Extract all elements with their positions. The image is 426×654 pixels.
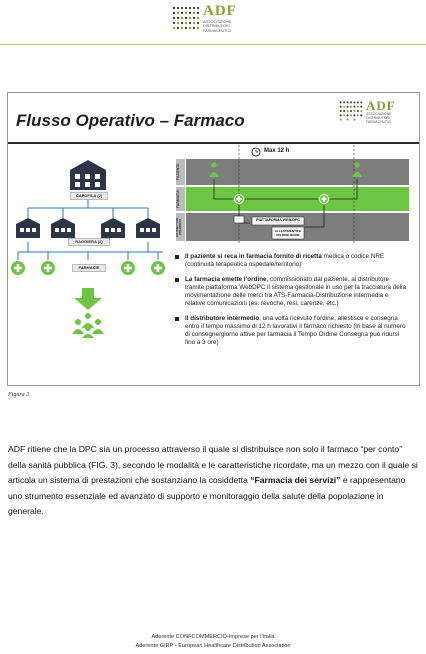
figure-logo-word: ADF [366, 98, 396, 113]
footer-line-2: Aderente GIRP - European Healthcare Distribution Association [135, 643, 291, 649]
platform-label: PIATTAFORMA WEB-DPC [256, 218, 300, 222]
bullet-item [173, 276, 409, 308]
farmacie-label: FARMACIE [72, 264, 106, 272]
body-paragraph [8, 442, 420, 520]
lane-label-patient: PAZIENTE [176, 163, 180, 181]
header-divider [0, 44, 426, 45]
distributor-box-label: ALLESTIMENTO E DISTRIBUZIONE [274, 229, 302, 237]
bullet-text: medica o codice NRE (continuità terapeutica ospedale/territorio) [185, 253, 385, 268]
bullet-text: , commissionato dal paziente, al distributore tramite piattaforma WebDPC il sistema gestionale in uso per la tracciatura della movimentazione delle merci tra ATS-Farmacia-Distribuzione intermedia e relative comunicazioni (es. revoche, resi, carenze, etc.) [185, 276, 407, 307]
bullet-item [173, 253, 409, 269]
flow-diagram [176, 145, 414, 247]
bullet-item [173, 315, 409, 347]
logo-dots-icon [172, 6, 200, 30]
figure-title: Flusso Operativo – Farmaco [16, 111, 245, 130]
bullet-bold: La farmacia emette l’ordine [185, 276, 267, 283]
depositaria-label: RAGGIERA (2) [68, 238, 110, 246]
paragraph-bold: “Farmacia dei servizi” [250, 475, 341, 486]
header-logo [172, 4, 252, 34]
bullet-bold: Il paziente si reca in farmacia fornito di ricetta [185, 253, 322, 260]
warehouse-icon [70, 160, 106, 190]
capofila-label: CAPOFILA (2) [70, 192, 108, 200]
figure-title-area [8, 93, 419, 143]
distribution-org-chart [8, 148, 173, 338]
figure-logo [339, 99, 414, 129]
header-logo-subtitle: ASSOCIAZIONE DISTRIBUTORI FARMACEUTICI [203, 20, 232, 33]
figure-title-divider [8, 142, 419, 144]
header-logo-word: ADF [203, 3, 237, 19]
figure-logo-subtitle: ASSOCIAZIONE DISTRIBUTORI FARMACEUTICI [366, 112, 392, 124]
paragraph-text-1: ADF ritiene che la DPC sia un processo attraverso il quale si distribuisce non solo il farmaco “per conto” della sanità pubblica (FIG. 3), secondo le modalità e le caratteristiche ricordate, ma un mezzo con il quale si articola un sistema di prestazioni che sostanziano la cosiddetta [8, 444, 418, 486]
figure-3 [7, 92, 420, 386]
bullet-text: , una volta ricevuto l’ordine, allestisce e consegna entro il tempo massimo di 12 h lavorativi il farmaco richiesto (in base al numero di consegne/giorno attive per farmacia il Tempo Ordine Consegna può ridursi fino a 3 ore) [185, 315, 406, 346]
lane-label-distributor: DISTRIBUTORE INTERMEDIO [176, 217, 182, 237]
figure-bullets [173, 253, 409, 354]
bullet-bold: Il distributore intermedio [185, 315, 260, 322]
footer-line-1: Aderente CONFCOMMERCIO-Imprese per l’Italia [151, 634, 275, 640]
logo-dots-icon [339, 100, 363, 122]
paragraph-text-2: e rappresentano uno strumento essenziale ed avanzato di supporto e monitoraggio della salute della popolazione in generale. [8, 475, 406, 517]
figure-caption: Figura 3 [8, 392, 30, 398]
max-time-label: Max 12 h [264, 148, 290, 154]
lane-label-pharmacy: FARMACIA [176, 190, 180, 208]
